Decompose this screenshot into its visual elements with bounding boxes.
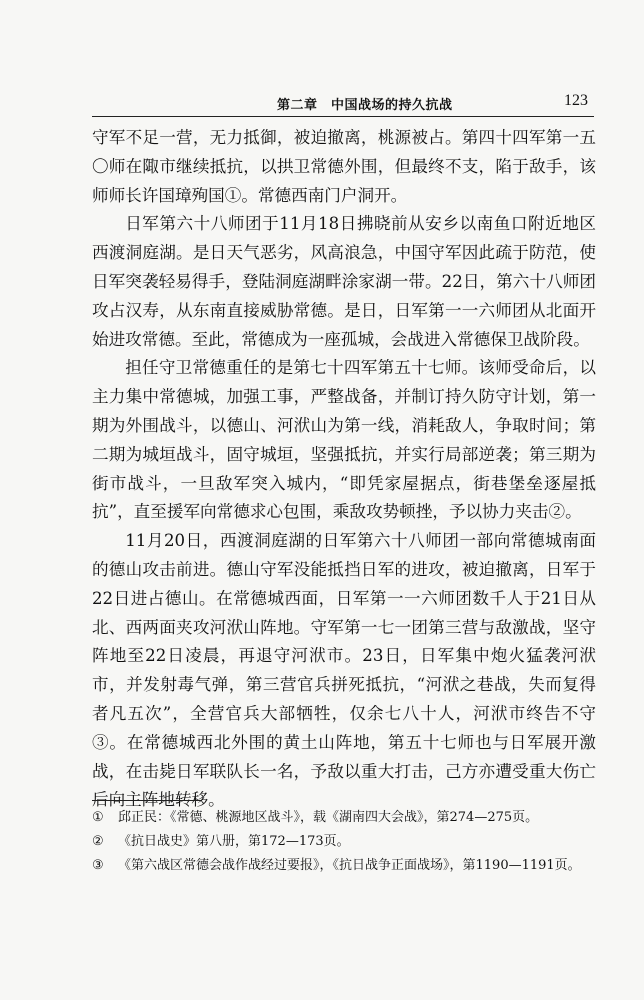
footnote-text: 邱正民：《常德、桃源地区战斗》，载《湖南四大会战》，第274—275页。 — [118, 810, 539, 825]
footnote-mark: ② — [92, 834, 104, 849]
footnote — [92, 854, 594, 878]
paragraph: 担任守卫常德重任的是第七十四军第五十七师。该师受命后，以主力集中常德城，加强工事，严整战备，并制订持久防守计划，第一期为外围战斗，以德山、河洑山为第一线，消耗敌人，争取时间；第二期为城垣战斗，固守城垣，坚强抵抗，并实行局部逆袭；第三期为街市战斗，一旦敌军突入城内，“即凭家屋据点，街巷堡垒逐屋抵抗”，直至援军向常德求心包围，乘敌攻势顿挫，予以协力夹击②。 — [92, 358, 596, 522]
footnote-text: 《抗日战史》第八册，第172—173页。 — [118, 834, 350, 849]
paragraph: 11月20日，西渡洞庭湖的日军第六十八师团一部向常德城南面的德山攻击前进。德山守军没能抵挡日军的进攻，被迫撤离，日军于22日进占德山。在常德城西面，日军第一一六师团数千人于21日从北、西两面夹攻河洑山阵地。守军第一七一团第三营与敌激战，坚守阵地至22日凌晨，再退守河洑市。23日，日军集中炮火猛袭河洑市，并发射毒气弹，第三营官兵拼死抵抗，“河洑之巷战，失而复得者凡五次”，全营官兵大部牺牲，仅余七八十人，河洑市终告不守③。在常德城西北外围的黄土山阵地，第五十七师也与日军展开激战，在击毙日军联队长一名，予敌以重大打击，己方亦遭受重大伤亡后向主阵地转移。 — [92, 531, 596, 810]
footnote-text: 《第六战区常德会战作战经过要报》，《抗日战争正面战场》，第1190—1191页。 — [118, 858, 581, 873]
paragraph: 守军不足一营，无力抵御，被迫撤离，桃源被占。第四十四军第一五〇师在陬市继续抵抗，以拱卫常德外围，但最终不支，陷于敌手，该师师长许国璋殉国①。常德西南门户洞开。 — [92, 128, 596, 205]
page-number: 123 — [564, 92, 588, 109]
footnote-mark: ③ — [92, 858, 104, 873]
footnote — [92, 830, 594, 854]
footnote-mark: ① — [92, 810, 104, 825]
paragraph: 日军第六十八师团于11月18日拂晓前从安乡以南鱼口附近地区西渡洞庭湖。是日天气恶劣，风高浪急，中国守军因此疏于防范，使日军突袭轻易得手，登陆洞庭湖畔涂家湖一带。22日，第六十八师团攻占汉寿，从东南直接威胁常德。是日，日军第一一六师团从北面开始进攻常德。至此，常德成为一座孤城，会战进入常德保卫战阶段。 — [92, 214, 596, 349]
body-text — [92, 124, 596, 815]
footnote-divider — [92, 800, 202, 801]
footnote — [92, 806, 594, 830]
running-header — [92, 88, 594, 117]
chapter-title: 第二章 中国战场的持久抗战 — [277, 98, 453, 113]
footnotes — [92, 806, 594, 878]
